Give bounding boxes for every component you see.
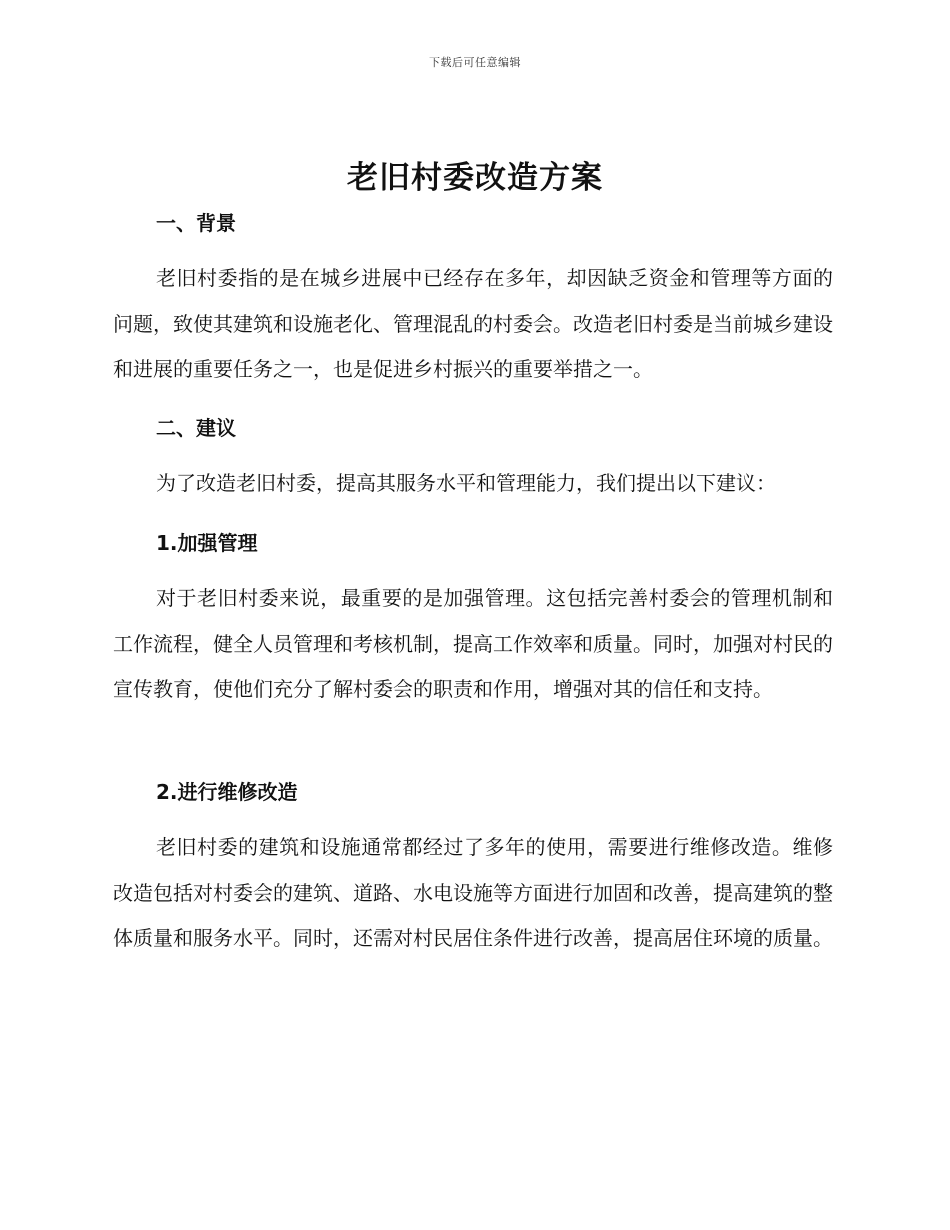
document-title: 老旧村委改造方案 xyxy=(347,160,603,196)
subsection-heading-renovation: 2.进行维修改造 xyxy=(156,780,298,804)
section-heading-background: 一、背景 xyxy=(156,211,236,235)
subsection-heading-management: 1.加强管理 xyxy=(156,531,258,555)
header-note: 下载后可任意编辑 xyxy=(429,56,521,69)
paragraph-suggestions: 为了改造老旧村委，提高其服务水平和管理能力，我们提出以下建议： xyxy=(156,471,776,495)
paragraph-renovation: 老旧村委的建筑和设施通常都经过了多年的使用，需要进行维修改造。维修改造包括对村委会的建筑、道路、水电设施等方面进行加固和改善，提高建筑的整体质量和服务水平。同时，还需对村民居住条件进行改善，提高居住环境的质量。 xyxy=(113,835,833,950)
paragraph-management: 对于老旧村委来说，最重要的是加强管理。这包括完善村委会的管理机制和工作流程，健全人员管理和考核机制，提高工作效率和质量。同时，加强对村民的宣传教育，使他们充分了解村委会的职责和作用，增强对其的信任和支持。 xyxy=(113,586,833,701)
paragraph-background: 老旧村委指的是在城乡进展中已经存在多年，却因缺乏资金和管理等方面的问题，致使其建筑和设施老化、管理混乱的村委会。改造老旧村委是当前城乡建设和进展的重要任务之一，也是促进乡村振兴的重要举措之一。 xyxy=(113,266,833,381)
section-heading-suggestions: 二、建议 xyxy=(156,416,236,440)
